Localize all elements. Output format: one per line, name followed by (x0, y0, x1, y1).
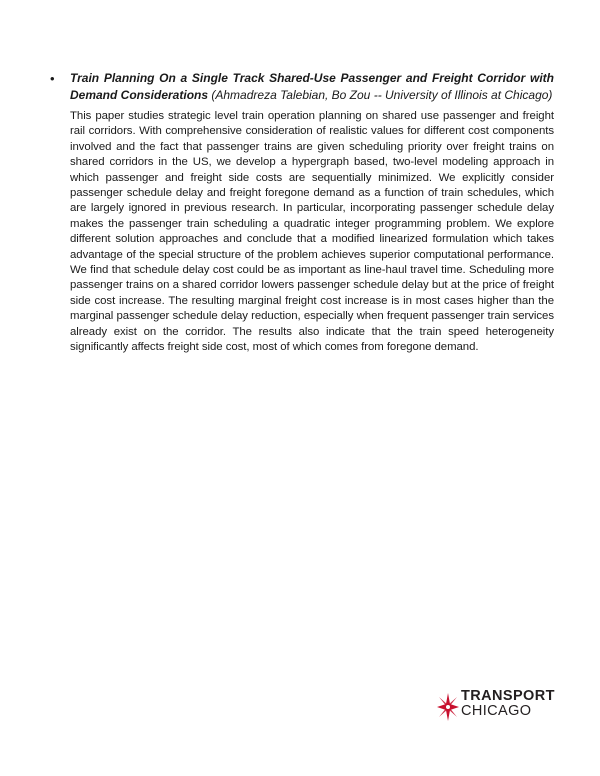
logo-line-chicago: CHICAGO (461, 703, 532, 719)
paper-entry (50, 70, 554, 356)
logo-line-transport: TRANSPORT (461, 688, 555, 704)
paper-title: Train Planning On a Single Track Shared-Use Passenger and Freight Corridor with Demand Considerations (70, 71, 554, 102)
paper-authors: (Ahmadreza Talebian, Bo Zou -- University of Illinois at Chicago) (211, 87, 553, 102)
transport-chicago-logo (436, 686, 556, 736)
paper-abstract: This paper studies strategic level train operation planning on shared use passenger and freight rail corridors. With comprehensive consideration of realistic values for different cost components involved and the fact that passenger trains are given scheduling priority over freight trains on shared corridors in the US, we develop a hypergraph based, two-level modeling approach in which passenger and freight side costs are sequentially minimized. We explicitly consider passenger schedule delay and freight foregone demand as a function of train schedules, which are largely ignored in previous research. In particular, incorporating passenger schedule delay makes the passenger train scheduling a quadratic integer programming problem. We explore different solution approaches and conclude that a modified linearized formulation which takes advantage of the special structure of the problem achieves superior computational performance. We find that schedule delay cost could be as important as line-haul travel time. Scheduling more passenger trains on a shared corridor lowers passenger schedule delay but at the price of freight side cost increase. The resulting marginal freight cost increase is in most cases higher than the marginal passenger schedule delay reduction, especially when frequent passenger train services already exist on the corridor. The results also indicate that the train speed heterogeneity significantly affects freight side cost, most of which comes from foregone demand. (70, 110, 554, 354)
bullet-point: • (50, 71, 55, 86)
paper-heading (70, 70, 554, 103)
chicago-star-icon (436, 692, 460, 722)
